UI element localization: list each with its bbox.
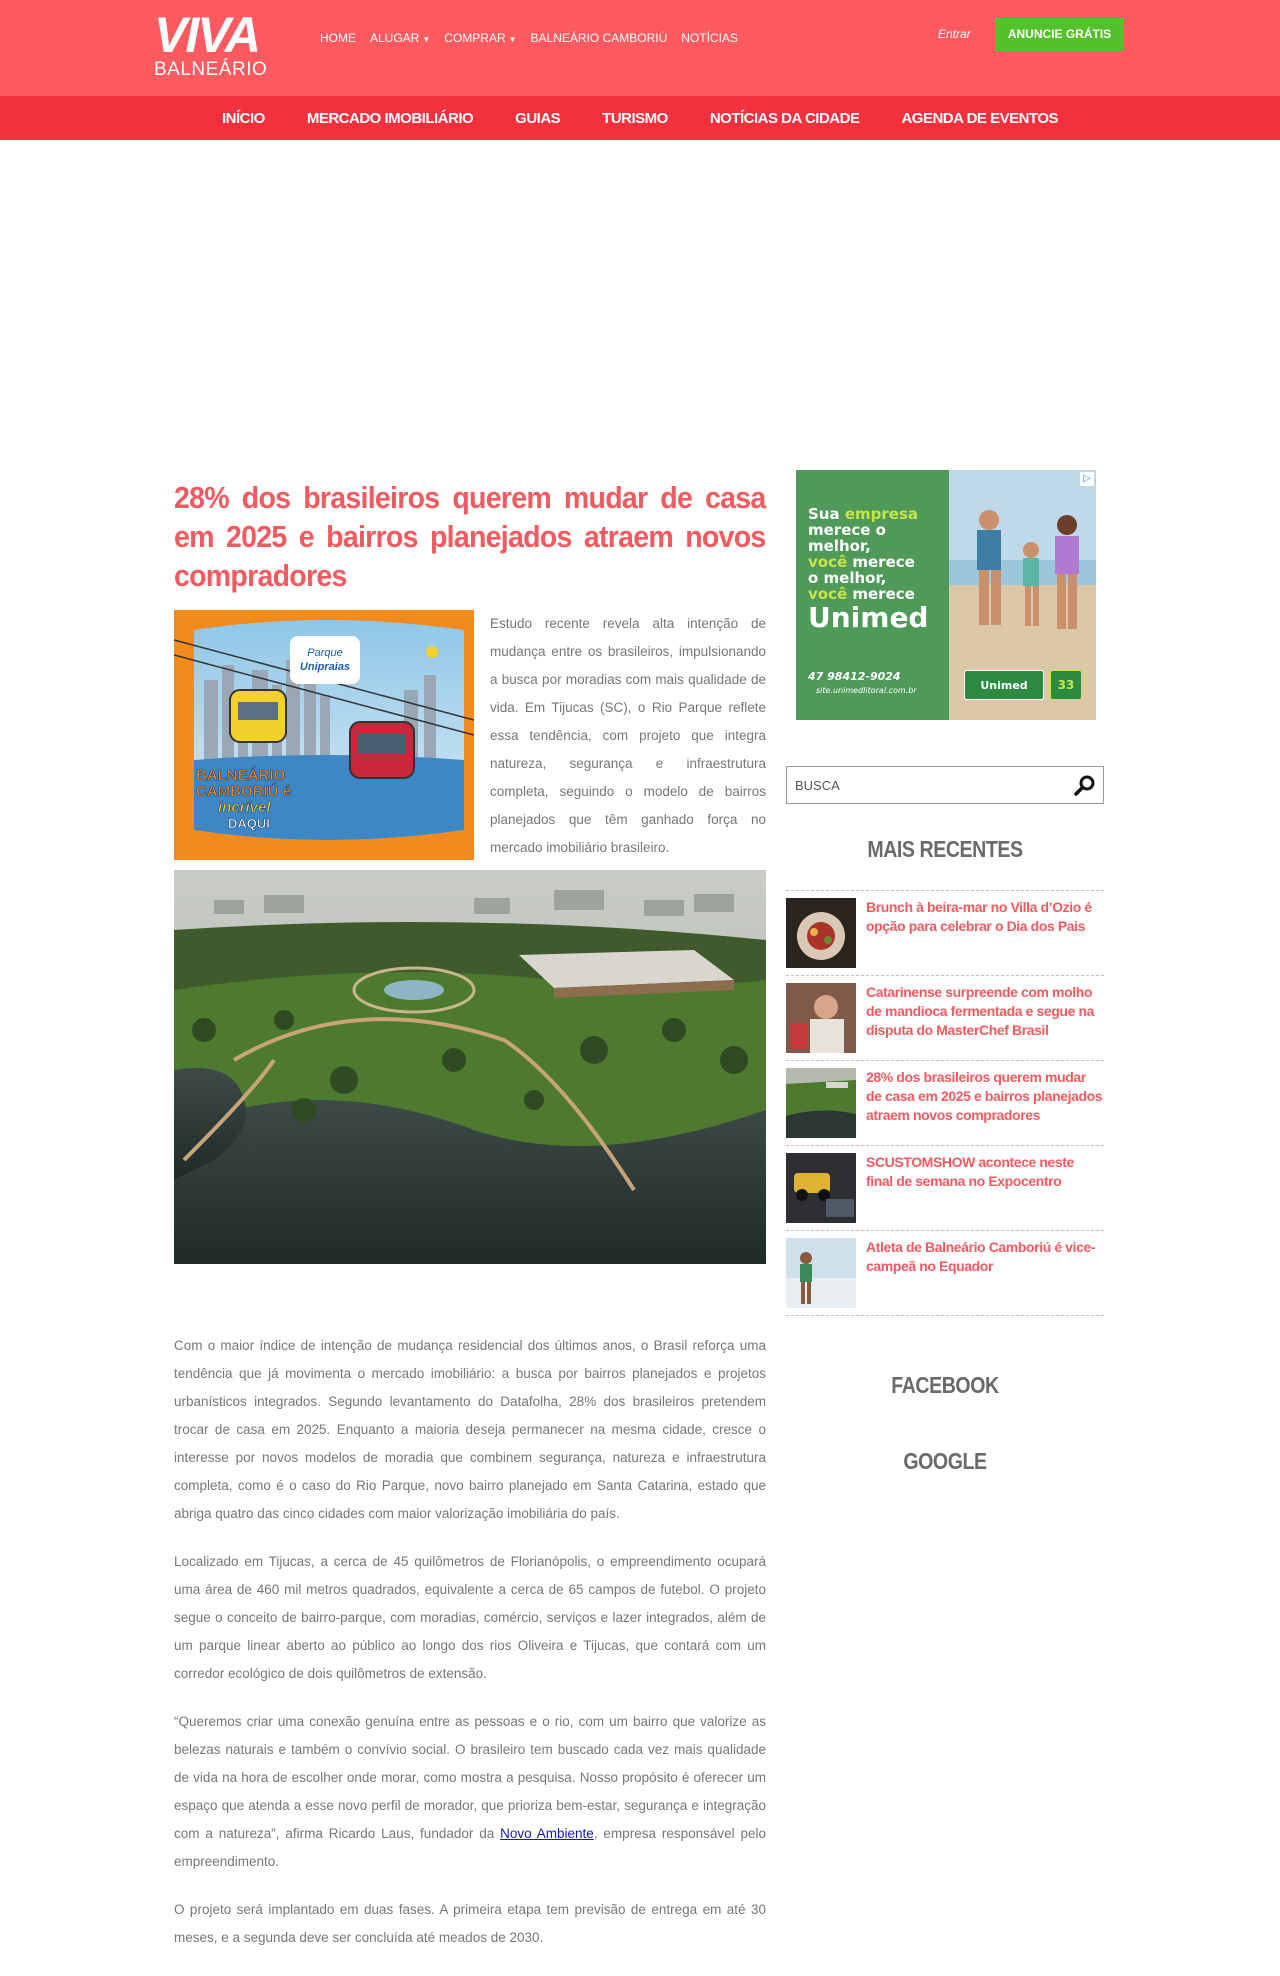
- article-paragraph: O projeto será implantado em duas fases. A primeira etapa tem previsão de entrega em até 30 meses, e a segunda deve ser concluída até meados de 2030.: [174, 1902, 766, 1945]
- recent-title[interactable]: SCUSTOMSHOW acontece neste final de semana no Expocentro: [866, 1154, 1074, 1189]
- article-body: [174, 1332, 766, 1972]
- topnav-alugar[interactable]: ALUGAR ▼: [370, 31, 431, 45]
- mainnav-mercado[interactable]: MERCADO IMOBILIÁRIO: [306, 109, 474, 127]
- slogan-line1: BALNEÁRIO: [196, 767, 286, 784]
- recent-thumbnail: [786, 898, 856, 968]
- chevron-down-icon: ▼: [508, 35, 517, 44]
- topnav-home[interactable]: HOME: [320, 31, 356, 45]
- article-hero-image: [174, 870, 766, 1264]
- mainnav-noticias[interactable]: NOTÍCIAS DA CIDADE: [709, 109, 860, 127]
- list-item[interactable]: [786, 1231, 1104, 1316]
- topnav-comprar[interactable]: COMPRAR ▼: [444, 31, 517, 45]
- mainnav-inicio[interactable]: INÍCIO: [221, 109, 265, 127]
- list-item[interactable]: [786, 1061, 1104, 1146]
- recent-thumbnail: [786, 1238, 856, 1308]
- mainnav-guias[interactable]: GUIAS: [515, 109, 561, 127]
- article-quote-paragraph: “Queremos criar uma conexão genuína entre as pessoas e o rio, com um bairro que valorize as belezas naturais e também o convívio social. O brasileiro tem buscado cada vez mais qualidade de vida na hora de escolher onde morar, como mostra a pesquisa. Nosso propósito é oferecer um espaço que atenda a esse novo perfil de morador, que prioriza bem-estar, segurança e integração com a natureza”, afirma Ricardo Laus, fundador da Novo Ambiente, empresa responsável pelo empreendimento.: [174, 1714, 767, 1869]
- park-logo-line2: Unipraias: [299, 661, 351, 673]
- list-item[interactable]: [786, 891, 1104, 976]
- recent-thumbnail: [786, 1068, 856, 1138]
- recent-title[interactable]: Catarinense surpreende com molho de mandioca fermentada e segue na disputa do MasterChef Brasil: [866, 984, 1094, 1038]
- sidebar-ad[interactable]: [796, 470, 1096, 720]
- ad-unimed-badge: Unimed: [964, 670, 1044, 700]
- recent-title[interactable]: 28% dos brasileiros querem mudar de casa em 2025 e bairros planejados atraem novos compradores: [866, 1069, 1103, 1123]
- list-item[interactable]: [786, 976, 1104, 1061]
- park-logo-line1: Parque: [307, 647, 343, 659]
- chevron-down-icon: ▼: [422, 35, 431, 44]
- ad-headline: Sua empresa merece o melhor, você merece o melhor, você merece Unimed: [808, 506, 948, 634]
- facebook-heading: FACEBOOK: [891, 1372, 999, 1398]
- advertise-button[interactable]: ANUNCIE GRÁTIS: [995, 18, 1124, 51]
- article-title: 28% dos brasileiros querem mudar de casa em 2025 e bairros planejados atraem novos compradores: [174, 480, 766, 593]
- login-link[interactable]: Entrar: [938, 27, 971, 41]
- top-header: [0, 0, 1280, 96]
- main-nav: [0, 96, 1280, 140]
- list-item[interactable]: [786, 1146, 1104, 1231]
- slogan-line3: incrível: [218, 799, 271, 816]
- logo-subtext: BALNEÁRIO: [154, 59, 268, 80]
- topnav-noticias[interactable]: NOTÍCIAS: [681, 31, 738, 45]
- ad-brand: Unimed: [808, 601, 929, 634]
- novo-ambiente-link[interactable]: Novo Ambiente: [500, 1826, 594, 1841]
- ad-phone: 47 98412-9024: [808, 670, 901, 683]
- recent-thumbnail: [786, 983, 856, 1053]
- topnav-balneario[interactable]: BALNEÁRIO CAMBORIÚ: [530, 31, 668, 45]
- recent-heading: MAIS RECENTES: [867, 836, 1023, 862]
- article-intro: Estudo recente revela alta intenção de mudança entre os brasileiros, impulsionando a busca por moradias com mais qualidade de vida. Em Tijucas (SC), o Rio Parque reflete essa tendência, com projeto que integra natureza, segurança e infraestrutura completa, seguindo o modelo de bairros planejados que têm ganhado força no mercado imobiliário brasileiro.: [490, 616, 766, 855]
- google-heading: GOOGLE: [903, 1448, 987, 1474]
- ad-site: site.unimedlitoral.com.br: [816, 686, 917, 695]
- slogan-line4: DAQUI: [228, 816, 270, 831]
- search-input[interactable]: [795, 767, 1065, 803]
- search-icon[interactable]: [1073, 773, 1097, 797]
- article-paragraph: Com o maior índice de intenção de mudança residencial dos últimos anos, o Brasil reforça uma tendência que já movimenta o mercado imobiliário: a busca por bairros planejados e projetos urbanísticos integrados. Segundo levantamento do Datafolha, 28% dos brasileiros pretendem trocar de casa em 2025. Enquanto a maioria deseja permanecer na mesma cidade, cresce o interesse por novos modelos de moradia que combinem segurança, natureza e infraestrutura completa, como é o caso do Rio Parque, novo bairro planejado em Santa Catarina, estado que abriga quatro das cinco cidades com maior valorização imobiliária do país.: [174, 1338, 766, 1521]
- article-paragraph: Localizado em Tijucas, a cerca de 45 quilômetros de Florianópolis, o empreendimento ocupará uma área de 460 mil metros quadrados, equivalente a cerca de 65 campos de futebol. O projeto segue o conceito de bairro-parque, com moradias, comércio, serviços e lazer integrados, além de um parque linear aberto ao público ao longo dos rios Oliveira e Tijucas, que contará com um corredor ecológico de dois quilômetros de extensão.: [174, 1554, 766, 1681]
- top-nav: [320, 31, 738, 45]
- mainnav-agenda[interactable]: AGENDA DE EVENTOS: [901, 109, 1058, 127]
- recent-thumbnail: [786, 1153, 856, 1223]
- mainnav-turismo[interactable]: TURISMO: [602, 109, 668, 127]
- logo-text: VIVA: [154, 7, 259, 63]
- adchoices-icon[interactable]: ▷: [1080, 472, 1094, 486]
- site-logo[interactable]: [154, 7, 274, 84]
- recent-list: [786, 890, 1104, 1316]
- ad-years-badge: 33: [1050, 670, 1082, 700]
- article-thumbnail: [174, 610, 474, 860]
- search-box: [786, 766, 1104, 804]
- recent-title[interactable]: Atleta de Balneário Camboriú é vice-campeã no Equador: [866, 1239, 1096, 1274]
- slogan-line2: CAMBORIÚ é: [196, 783, 292, 800]
- recent-title[interactable]: Brunch à beira-mar no Villa d’Ozio é opção para celebrar o Dia dos Pais: [866, 899, 1092, 934]
